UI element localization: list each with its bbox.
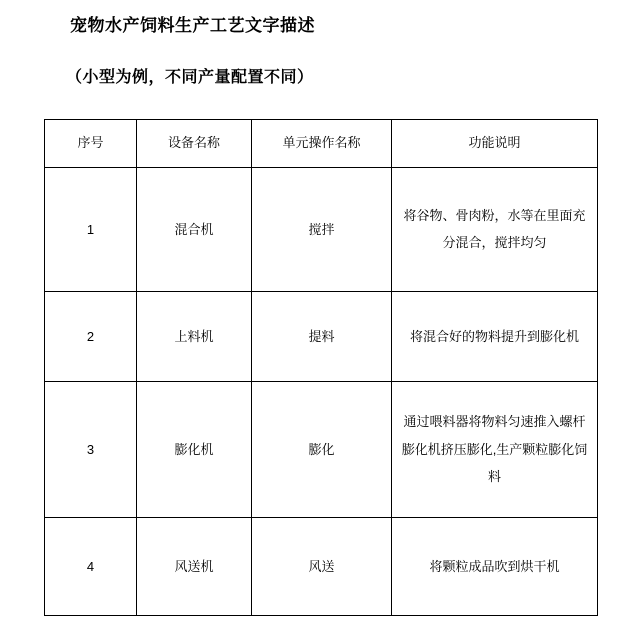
page-title: 宠物水产饲料生产工艺文字描述: [70, 16, 315, 35]
column-header-unit-operation: 单元操作名称: [252, 119, 392, 167]
cell-unit-operation: 提料: [252, 291, 392, 381]
cell-unit-operation: 风送: [252, 517, 392, 615]
cell-equipment: 混合机: [137, 167, 252, 291]
cell-equipment: 膨化机: [137, 381, 252, 517]
cell-unit-operation: 搅拌: [252, 167, 392, 291]
table-row: [45, 291, 598, 381]
cell-no: 2: [45, 291, 137, 381]
cell-equipment: 上料机: [137, 291, 252, 381]
cell-no: 3: [45, 381, 137, 517]
cell-function: 通过喂料器将物料匀速推入螺杆膨化机挤压膨化,生产颗粒膨化饲料: [392, 381, 598, 517]
cell-unit-operation: 膨化: [252, 381, 392, 517]
cell-function: 将颗粒成品吹到烘干机: [392, 517, 598, 615]
process-table: [44, 119, 598, 616]
cell-equipment: 风送机: [137, 517, 252, 615]
table-row: [45, 381, 598, 517]
table-row: [45, 517, 598, 615]
cell-function: 将谷物、骨肉粉，水等在里面充分混合，搅拌均匀: [392, 167, 598, 291]
column-header-function: 功能说明: [392, 119, 598, 167]
column-header-equipment: 设备名称: [137, 119, 252, 167]
cell-no: 4: [45, 517, 137, 615]
cell-function: 将混合好的物料提升到膨化机: [392, 291, 598, 381]
table-header-row: [45, 119, 598, 167]
column-header-no: 序号: [45, 119, 137, 167]
page-subtitle: （小型为例，不同产量配置不同）: [66, 69, 314, 87]
cell-no: 1: [45, 167, 137, 291]
table-row: [45, 167, 598, 291]
